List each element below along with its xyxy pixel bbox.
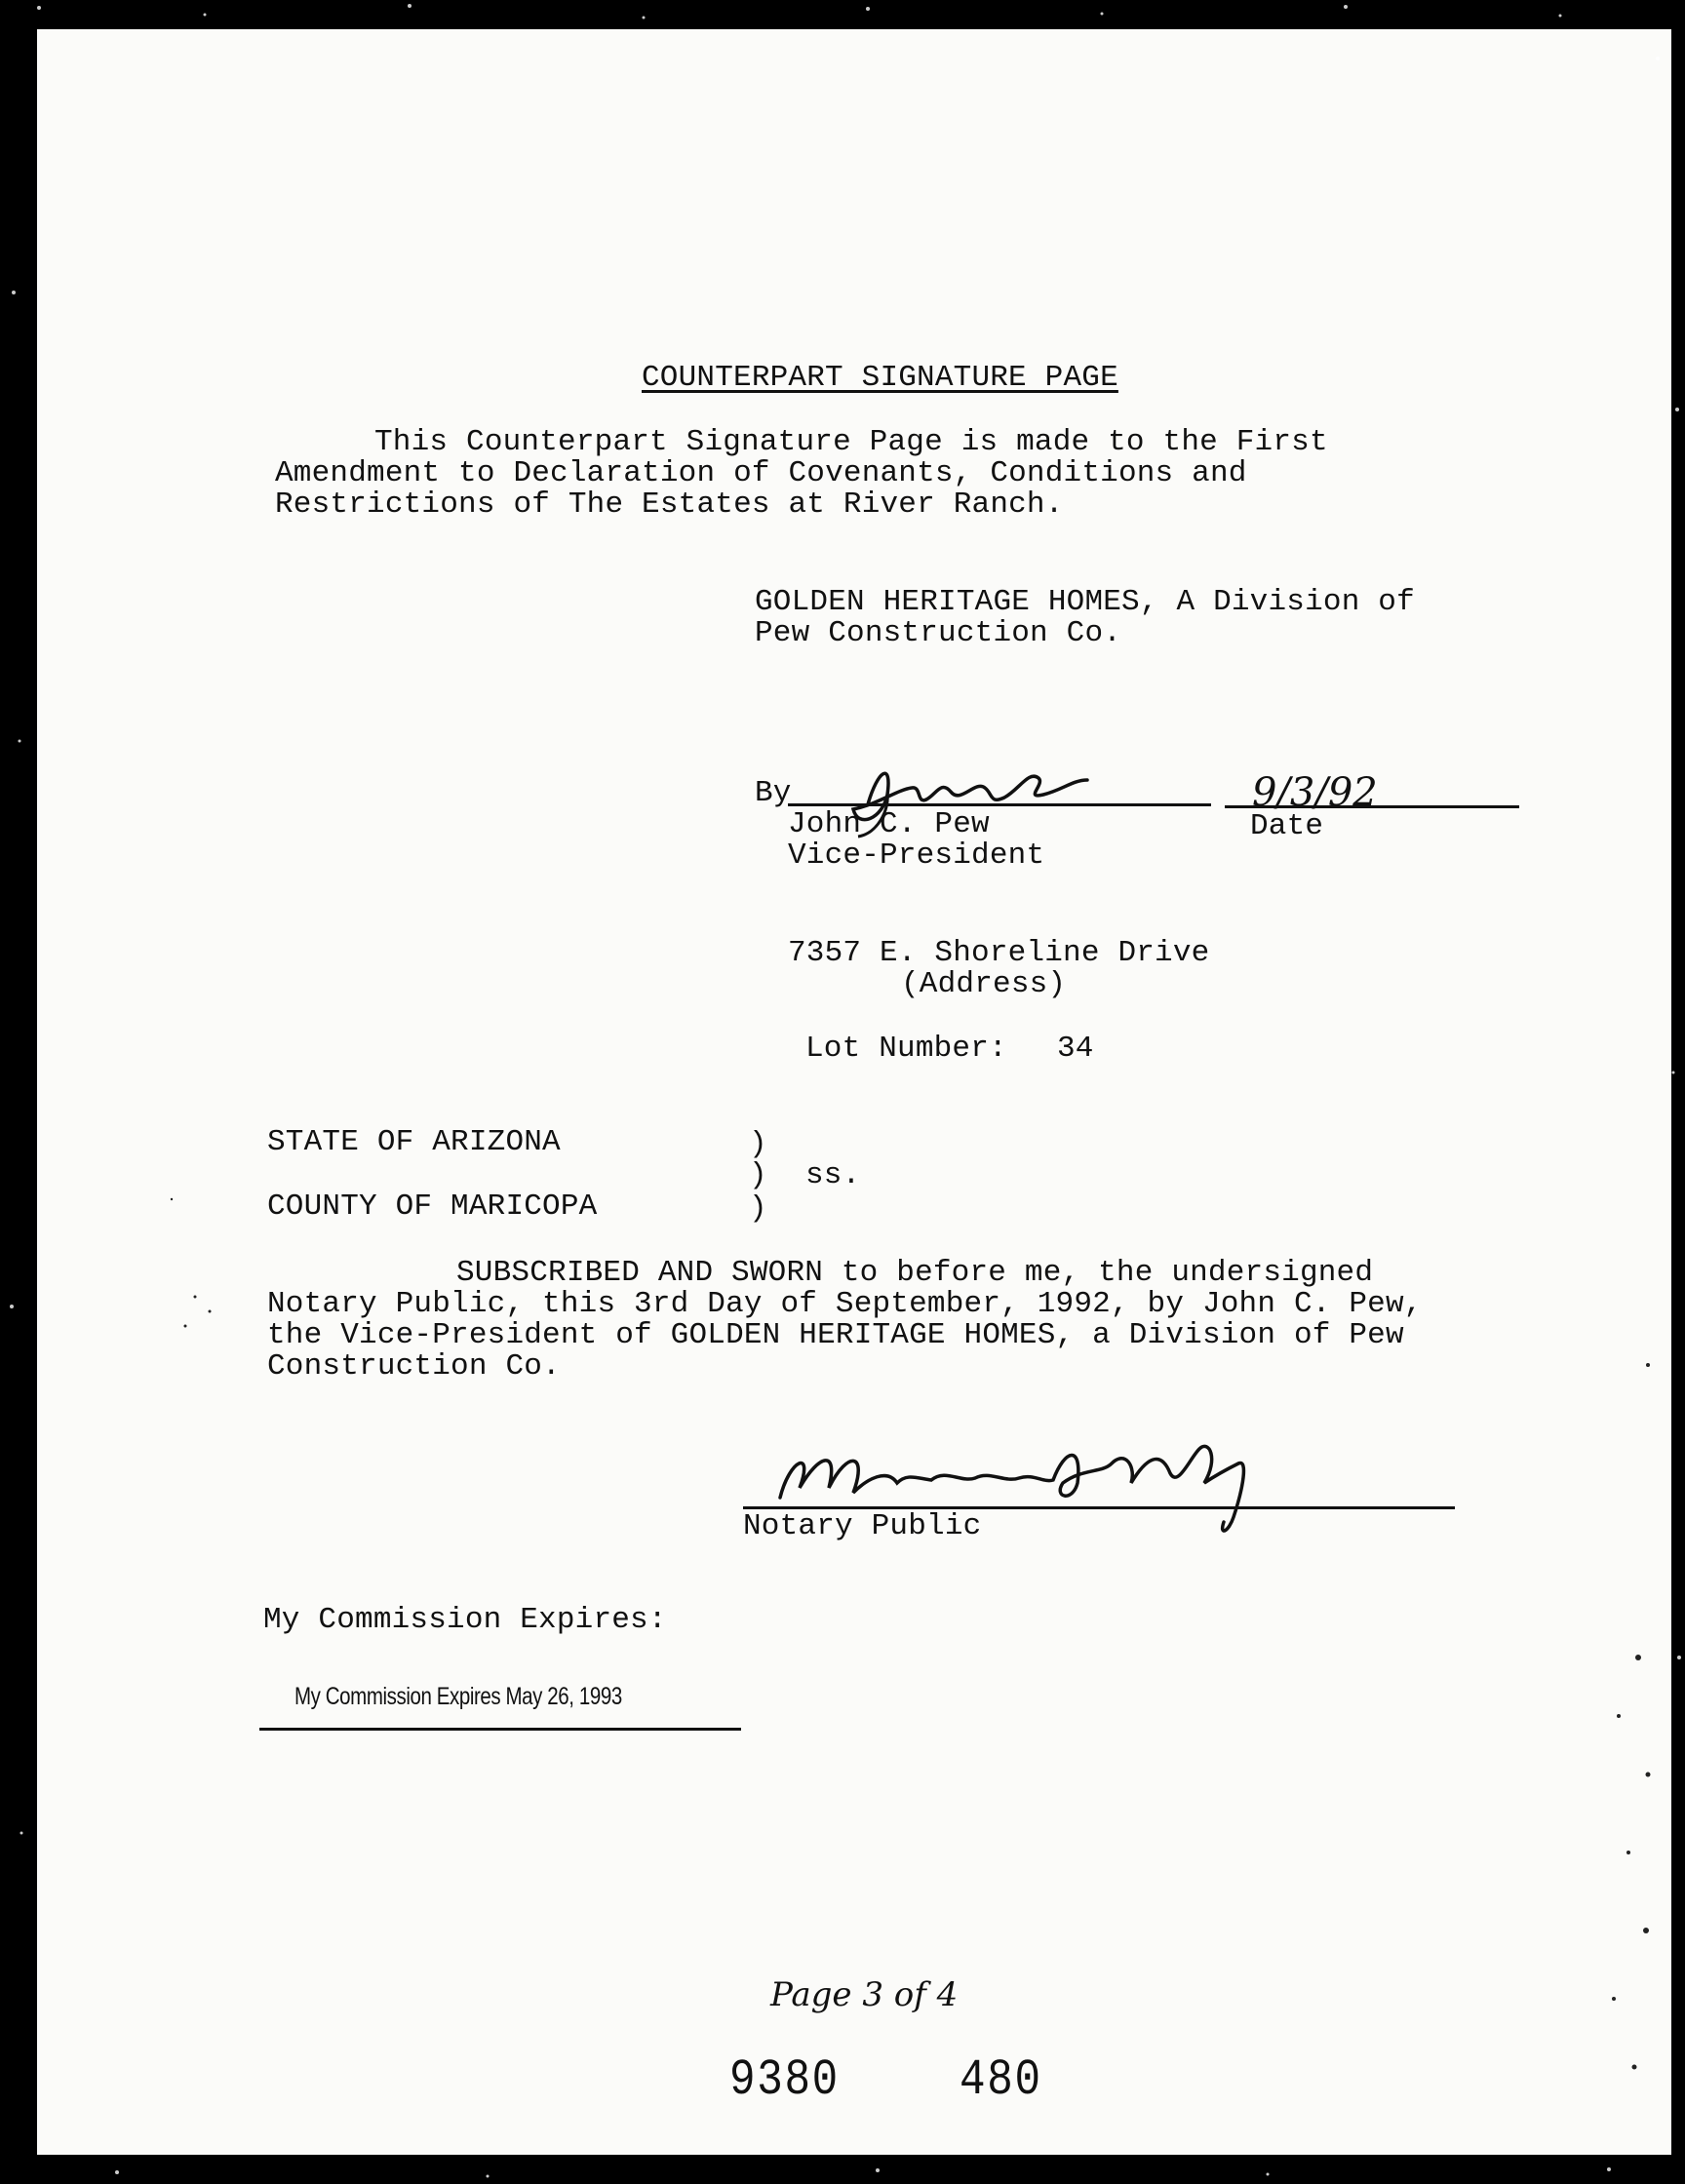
signer-title: Vice-President — [788, 838, 1045, 873]
address-label: (Address) — [901, 967, 1067, 1001]
date-line — [1225, 805, 1519, 808]
company-line-1: GOLDEN HERITAGE HOMES, A Division of — [755, 585, 1415, 619]
intro-line-2: Amendment to Declaration of Covenants, Conditions and — [275, 456, 1247, 490]
venue-paren-1: ) — [749, 1127, 767, 1161]
venue-paren-2: ) — [749, 1158, 767, 1192]
bates-number-left: 9380 — [729, 2051, 840, 2109]
venue-ss: ss. — [805, 1158, 861, 1192]
signed-date: 9/3/92 — [1252, 770, 1378, 815]
jurat-line-3: the Vice-President of GOLDEN HERITAGE HOMES, a Division of Pew — [267, 1318, 1404, 1352]
venue-state: STATE OF ARIZONA — [267, 1125, 561, 1159]
date-label: Date — [1250, 809, 1324, 843]
signer-name: John C. Pew — [788, 807, 990, 841]
venue-paren-3: ) — [749, 1191, 767, 1226]
commission-stamp: My Commission Expires May 26, 1993 — [294, 1683, 622, 1710]
company-line-2: Pew Construction Co. — [755, 616, 1122, 650]
by-label: By — [755, 776, 792, 810]
document-page — [37, 29, 1671, 2155]
page-title: COUNTERPART SIGNATURE PAGE — [642, 361, 1118, 395]
bates-number-right: 480 — [960, 2051, 1042, 2109]
property-address: 7357 E. Shoreline Drive — [788, 936, 1210, 970]
intro-line-3: Restrictions of The Estates at River Ranch. — [275, 488, 1064, 522]
page-note: Page 3 of 4 — [770, 1975, 959, 2014]
intro-line-1: This Counterpart Signature Page is made to the First — [374, 425, 1328, 459]
jurat-line-1: SUBSCRIBED AND SWORN to before me, the undersigned — [456, 1256, 1374, 1290]
commission-line — [259, 1728, 741, 1731]
lot-number-label: Lot Number: — [805, 1032, 1007, 1066]
jurat-line-2: Notary Public, this 3rd Day of September, 1992, by John C. Pew, — [267, 1287, 1423, 1321]
venue-county: COUNTY OF MARICOPA — [267, 1190, 598, 1224]
commission-label: My Commission Expires: — [263, 1603, 667, 1637]
jurat-line-4: Construction Co. — [267, 1349, 561, 1384]
notary-label: Notary Public — [743, 1509, 982, 1543]
lot-number-value: 34 — [1057, 1032, 1094, 1066]
